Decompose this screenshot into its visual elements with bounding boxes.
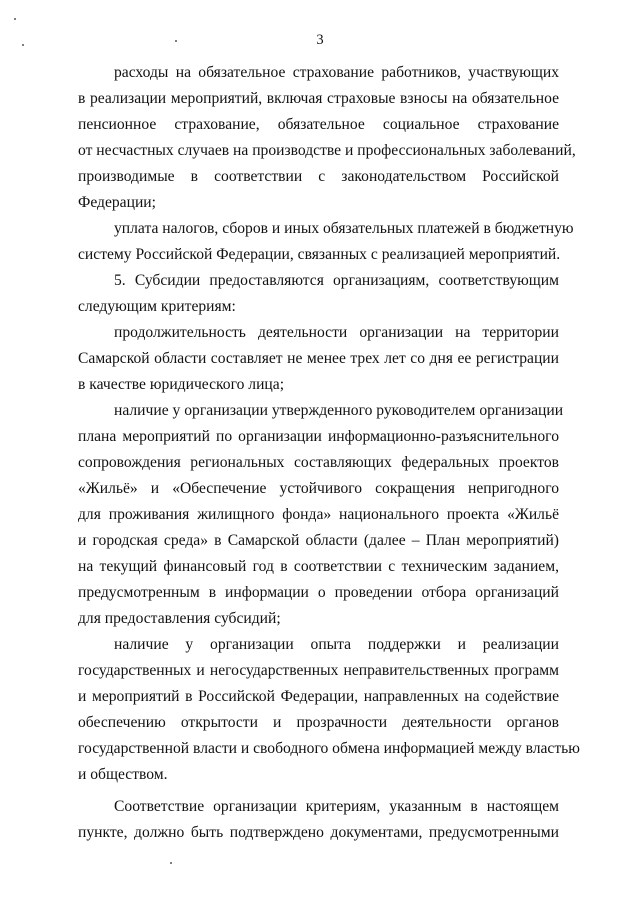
text-line: от несчастных случаев на производстве и профессиональных заболеваний,: [78, 142, 576, 159]
text-line: плана мероприятий по организации информационно-разъяснительного: [78, 428, 559, 445]
text-line: и обществом.: [78, 766, 168, 783]
text-line: Федерации;: [78, 194, 156, 211]
text-line: Самарской области составляет не менее трех лет со дня ее регистрации: [78, 350, 559, 367]
scan-speck: [14, 18, 16, 20]
text-line: и мероприятий в Российской Федерации, направленных на содействие: [78, 688, 559, 705]
scan-speck: [175, 40, 177, 42]
text-line: расходы на обязательное страхование работников, участвующих: [114, 64, 559, 81]
text-line: государственной власти и свободного обмена информацией между властью: [78, 740, 580, 757]
text-line: в реализации мероприятий, включая страховые взносы на обязательное: [78, 90, 559, 107]
text-line: следующим критериям:: [78, 298, 236, 315]
text-line: сопровождения региональных составляющих федеральных проектов: [78, 454, 559, 471]
scan-speck: [22, 44, 24, 46]
text-line: 5. Субсидии предоставляются организациям, соответствующим: [114, 272, 559, 289]
scan-speck: [170, 862, 172, 864]
text-line: и городская среда» в Самарской области (далее – План мероприятий): [78, 532, 559, 549]
text-line: обеспечению открытости и прозрачности деятельности органов: [78, 714, 559, 731]
text-line: на текущий финансовый год в соответствии с техническим заданием,: [78, 558, 559, 575]
text-line: пункте, должно быть подтверждено документами, предусмотренными: [78, 824, 559, 841]
text-line: уплата налогов, сборов и иных обязательных платежей в бюджетную: [114, 220, 574, 237]
text-line: в качестве юридического лица;: [78, 376, 285, 393]
text-line: для предоставления субсидий;: [78, 610, 281, 627]
text-line: государственных и негосударственных неправительственных программ: [78, 662, 559, 679]
text-line: «Жильё» и «Обеспечение устойчивого сокращения непригодного: [78, 480, 559, 497]
text-line: пенсионное страхование, обязательное социальное страхование: [78, 116, 559, 133]
text-line: систему Российской Федерации, связанных с реализацией мероприятий.: [78, 246, 561, 263]
page-number: 3: [316, 32, 324, 48]
text-line: предусмотренным в информации о проведении отбора организаций: [78, 584, 559, 601]
text-line: наличие у организации утвержденного руководителем организации: [114, 402, 564, 419]
text-line: Соответствие организации критериям, указанным в настоящем: [114, 798, 559, 815]
text-line: продолжительность деятельности организации на территории: [114, 324, 559, 341]
text-line: наличие у организации опыта поддержки и реализации: [114, 636, 559, 653]
text-line: для проживания жилищного фонда» национального проекта «Жильё: [78, 506, 559, 523]
text-line: производимые в соответствии с законодательством Российской: [78, 168, 559, 185]
